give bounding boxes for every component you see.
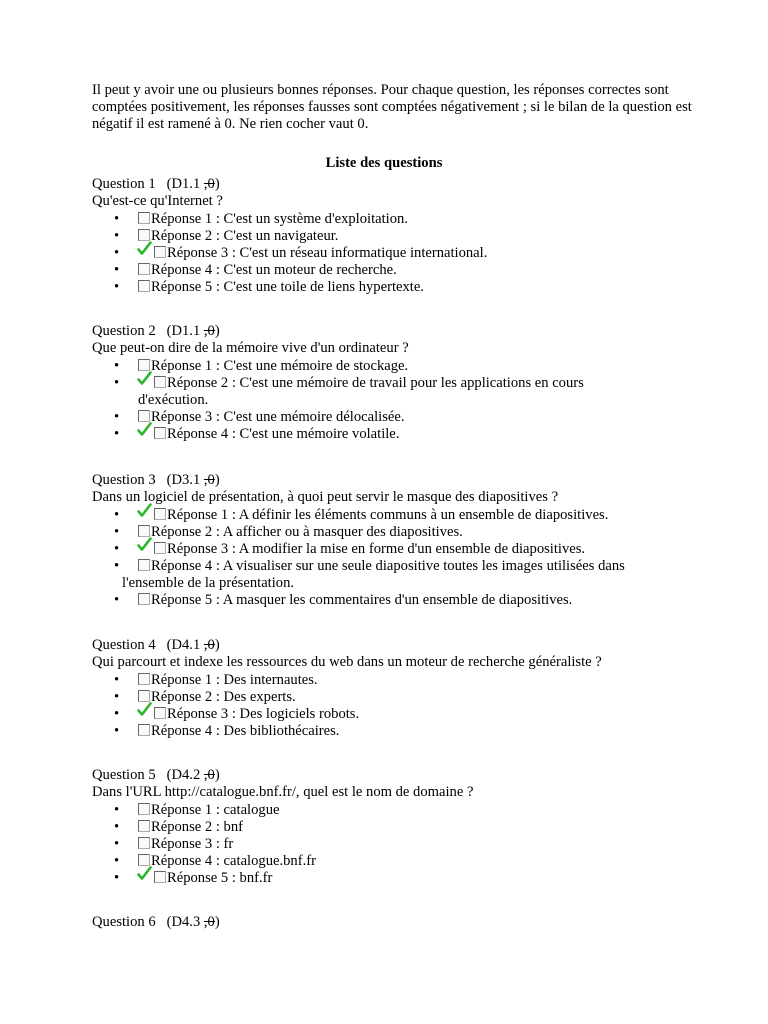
question-block (92, 914, 692, 931)
question-code: (D4.3 (166, 914, 204, 930)
answer-item (92, 409, 692, 426)
answer-checkbox[interactable] (138, 593, 150, 605)
instructions-paragraph: Il peut y avoir une ou plusieurs bonnes réponses. Pour chaque question, les réponses correctes sont comptées positivement, les réponses fausses sont comptées négativement ; si le bilan de la question est négatif il est ramené à 0. Ne rien cocher vaut 0. (92, 82, 692, 132)
question-code: (D4.1 (166, 637, 204, 653)
question-code-score: ,0 (203, 176, 215, 192)
question-code-score: ,0 (203, 472, 215, 488)
question-code-end: ) (214, 914, 220, 930)
answer-label: Réponse 3 : A modifier la mise en forme d'un ensemble de diapositives. (167, 541, 586, 557)
answer-checkbox[interactable] (138, 410, 150, 422)
bullet-icon: • (114, 426, 120, 442)
question-header (92, 914, 692, 931)
question-code-score: ,0 (203, 323, 215, 339)
answer-checkbox[interactable] (138, 229, 150, 241)
question-label: Question 2 (92, 323, 156, 339)
bullet-icon: • (114, 689, 120, 705)
question-label: Question 3 (92, 472, 156, 488)
answer-checkbox[interactable] (138, 724, 150, 736)
answer-label: Réponse 2 : bnf (151, 819, 244, 835)
answer-list (92, 672, 692, 740)
answer-checkbox[interactable] (154, 508, 166, 520)
bullet-icon: • (114, 279, 120, 295)
answer-item (92, 262, 692, 279)
question-code-end: ) (214, 472, 220, 488)
answer-item (92, 279, 692, 296)
bullet-icon: • (114, 211, 120, 227)
question-header (92, 176, 692, 193)
answer-checkbox[interactable] (138, 559, 150, 571)
question-label: Question 4 (92, 637, 156, 653)
question-text: Dans un logiciel de présentation, à quoi peut servir le masque des diapositives ? (92, 489, 559, 505)
bullet-icon: • (114, 375, 120, 391)
answer-item (92, 592, 692, 609)
question-header (92, 323, 692, 340)
bullet-icon: • (114, 672, 120, 688)
correct-check-icon (137, 503, 152, 518)
answer-label: Réponse 1 : A définir les éléments communs à un ensemble de diapositives. (167, 507, 609, 523)
bullet-icon: • (114, 358, 120, 374)
answer-item (92, 819, 692, 836)
question-block (92, 323, 692, 443)
question-block (92, 637, 692, 740)
question-block (92, 472, 692, 609)
question-code-end: ) (214, 767, 220, 783)
question-code-end: ) (214, 637, 220, 653)
bullet-icon: • (114, 592, 120, 608)
answer-label: Réponse 3 : C'est une mémoire délocalisée. (151, 409, 405, 425)
answer-item (92, 426, 692, 443)
answer-list (92, 802, 692, 887)
question-header (92, 637, 692, 654)
answer-label: Réponse 4 : C'est un moteur de recherche. (151, 262, 397, 278)
answer-label: Réponse 1 : catalogue (151, 802, 280, 818)
bullet-icon: • (114, 228, 120, 244)
bullet-icon: • (114, 409, 120, 425)
answer-item (92, 375, 692, 409)
correct-check-icon (137, 537, 152, 552)
answer-list (92, 507, 692, 609)
answer-item (92, 836, 692, 853)
answer-item (92, 558, 692, 592)
answer-item (92, 853, 692, 870)
question-label: Question 6 (92, 914, 156, 930)
answer-item (92, 507, 692, 524)
answer-checkbox[interactable] (138, 673, 150, 685)
answer-item (92, 245, 692, 262)
answer-item (92, 870, 692, 887)
answer-label: Réponse 2 : C'est une mémoire de travail pour les applications en cours (167, 375, 584, 391)
answer-checkbox[interactable] (138, 803, 150, 815)
bullet-icon: • (114, 245, 120, 261)
question-code-end: ) (214, 176, 220, 192)
answer-label: Réponse 2 : A afficher ou à masquer des diapositives. (151, 524, 463, 540)
answer-checkbox[interactable] (138, 690, 150, 702)
question-code-score: ,0 (203, 914, 215, 930)
bullet-icon: • (114, 558, 120, 574)
bullet-icon: • (114, 507, 120, 523)
answer-list (92, 358, 692, 443)
answer-checkbox[interactable] (154, 427, 166, 439)
bullet-icon: • (114, 541, 120, 557)
answer-checkbox[interactable] (154, 542, 166, 554)
question-header (92, 767, 692, 784)
answer-item (92, 706, 692, 723)
answer-checkbox[interactable] (138, 212, 150, 224)
answer-label-continued: d'exécution. (138, 392, 209, 408)
correct-check-icon (137, 866, 152, 881)
answer-checkbox[interactable] (154, 246, 166, 258)
answer-item (92, 524, 692, 541)
bullet-icon: • (114, 853, 120, 869)
question-text: Que peut-on dire de la mémoire vive d'un ordinateur ? (92, 340, 409, 356)
question-block (92, 767, 692, 887)
answer-checkbox[interactable] (138, 263, 150, 275)
answer-label: Réponse 5 : A masquer les commentaires d'un ensemble de diapositives. (151, 592, 573, 608)
question-code: (D4.2 (166, 767, 204, 783)
correct-check-icon (137, 241, 152, 256)
answer-checkbox[interactable] (154, 707, 166, 719)
answer-label: Réponse 3 : C'est un réseau informatique international. (167, 245, 488, 261)
question-text: Dans l'URL http://catalogue.bnf.fr/, quel est le nom de domaine ? (92, 784, 474, 800)
answer-label: Réponse 3 : Des logiciels robots. (167, 706, 360, 722)
answer-item (92, 689, 692, 706)
answer-checkbox[interactable] (154, 871, 166, 883)
question-label: Question 5 (92, 767, 156, 783)
bullet-icon: • (114, 723, 120, 739)
answer-label: Réponse 4 : Des bibliothécaires. (151, 723, 340, 739)
bullet-icon: • (114, 706, 120, 722)
answer-label: Réponse 2 : C'est un navigateur. (151, 228, 339, 244)
answer-checkbox[interactable] (138, 359, 150, 371)
answer-label: Réponse 5 : bnf.fr (167, 870, 273, 886)
question-code-end: ) (214, 323, 220, 339)
question-code: (D3.1 (166, 472, 204, 488)
answer-label: Réponse 4 : catalogue.bnf.fr (151, 853, 316, 869)
answer-item (92, 358, 692, 375)
answer-label-continued: l'ensemble de la présentation. (122, 575, 295, 591)
answer-checkbox[interactable] (138, 854, 150, 866)
answer-item (92, 541, 692, 558)
bullet-icon: • (114, 524, 120, 540)
question-text: Qui parcourt et indexe les ressources du web dans un moteur de recherche généraliste ? (92, 654, 602, 670)
bullet-icon: • (114, 836, 120, 852)
question-code-score: ,0 (203, 637, 215, 653)
answer-checkbox[interactable] (138, 525, 150, 537)
question-code: (D1.1 (166, 323, 204, 339)
list-title: Liste des questions (325, 155, 443, 171)
answer-label: Réponse 2 : Des experts. (151, 689, 296, 705)
answer-checkbox[interactable] (154, 376, 166, 388)
question-text: Qu'est-ce qu'Internet ? (92, 193, 223, 209)
correct-check-icon (137, 371, 152, 386)
answer-item (92, 228, 692, 245)
answer-item (92, 802, 692, 819)
bullet-icon: • (114, 819, 120, 835)
question-code: (D1.1 (166, 176, 204, 192)
bullet-icon: • (114, 870, 120, 886)
answer-label: Réponse 3 : fr (151, 836, 234, 852)
answer-label: Réponse 5 : C'est une toile de liens hypertexte. (151, 279, 424, 295)
question-header (92, 472, 692, 489)
answer-checkbox[interactable] (138, 837, 150, 849)
answer-label: Réponse 4 : A visualiser sur une seule diapositive toutes les images utilisées dans (151, 558, 625, 574)
question-label: Question 1 (92, 176, 156, 192)
answer-item (92, 672, 692, 689)
answer-label: Réponse 1 : Des internautes. (151, 672, 318, 688)
answer-checkbox[interactable] (138, 820, 150, 832)
answer-item (92, 211, 692, 228)
answer-checkbox[interactable] (138, 280, 150, 292)
answer-list (92, 211, 692, 296)
correct-check-icon (137, 422, 152, 437)
answer-item (92, 723, 692, 740)
bullet-icon: • (114, 802, 120, 818)
question-code-score: ,0 (203, 767, 215, 783)
answer-label: Réponse 4 : C'est une mémoire volatile. (167, 426, 400, 442)
answer-label: Réponse 1 : C'est un système d'exploitation. (151, 211, 408, 227)
correct-check-icon (137, 702, 152, 717)
answer-label: Réponse 1 : C'est une mémoire de stockage. (151, 358, 409, 374)
question-block (92, 176, 692, 296)
bullet-icon: • (114, 262, 120, 278)
